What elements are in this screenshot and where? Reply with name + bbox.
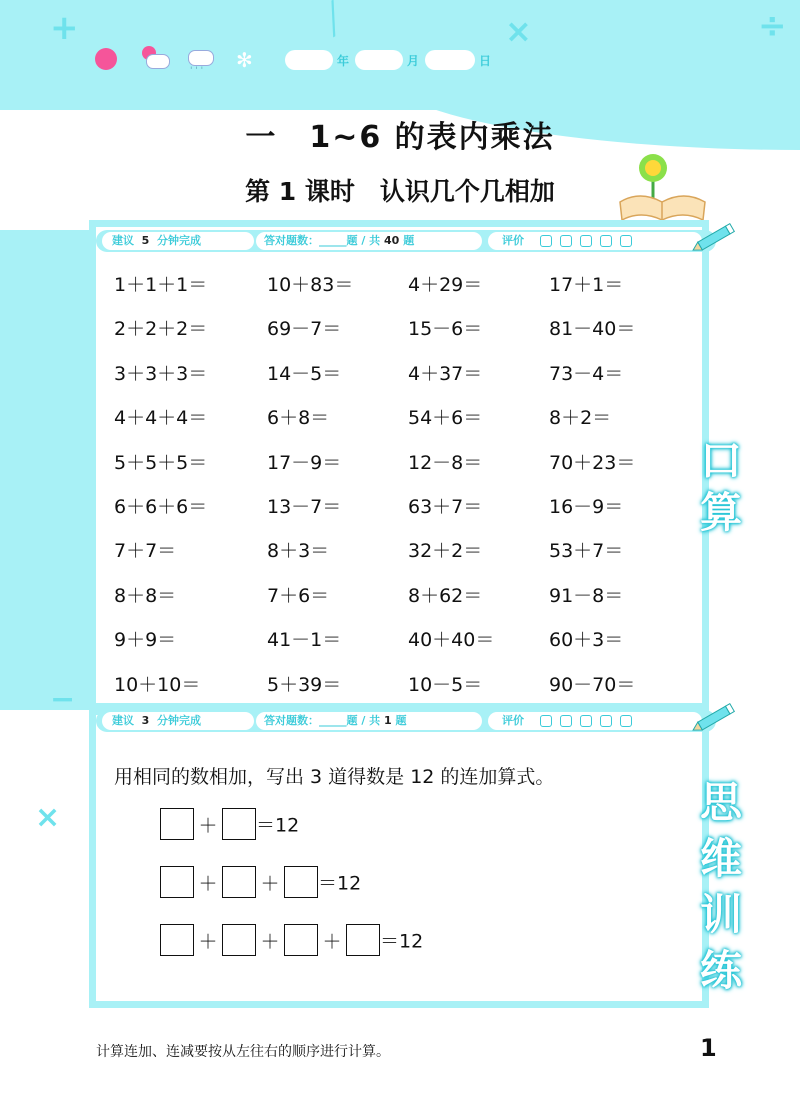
answer-row-3 — [160, 924, 423, 956]
answer-box[interactable] — [160, 808, 194, 840]
plus-sign: ＋ — [198, 872, 218, 895]
plus-sign: ＋ — [322, 930, 342, 953]
times-deco-icon-2: × — [35, 800, 61, 835]
divide-deco-icon: ÷ — [758, 6, 787, 46]
equation-item: 6＋8＝ — [267, 407, 330, 430]
equation-item: 40＋40＝ — [408, 629, 495, 652]
month-field[interactable] — [355, 50, 403, 70]
side-title-thinking-4: 练 — [700, 946, 743, 995]
footer-tip: 计算连加、连减要按从左往右的顺序进行计算。 — [96, 1044, 390, 1060]
thumb-icon[interactable] — [620, 715, 632, 727]
equation-column-3 — [408, 270, 494, 714]
open-book-flower-icon — [615, 150, 710, 225]
equation-item: 4＋37＝ — [408, 362, 483, 385]
thumb-icon[interactable] — [540, 235, 552, 247]
answer-box[interactable] — [222, 808, 256, 840]
equation-item: 2＋2＋2＝ — [114, 318, 208, 341]
answer-box[interactable] — [222, 866, 256, 898]
equation-item: 5＋5＋5＝ — [114, 451, 208, 474]
pencil-icon-2 — [690, 698, 740, 738]
equation-item: 7＋6＝ — [267, 584, 330, 607]
section2-info-bar — [96, 710, 716, 732]
equals-twelve: ＝12 — [256, 814, 300, 837]
side-title-oral-1: 口 — [700, 436, 743, 485]
thumb-icon[interactable] — [560, 235, 572, 247]
score-pill: 答对题数：_____题 / 共 40 题 — [256, 232, 482, 250]
equation-item: 69－7＝ — [267, 318, 342, 341]
pencil-icon — [690, 218, 740, 258]
equation-item: 81－40＝ — [549, 318, 636, 341]
equation-item: 60＋3＝ — [549, 629, 624, 652]
equation-item: 7＋7＝ — [114, 540, 177, 563]
sun-icon[interactable] — [95, 48, 117, 70]
answer-box[interactable] — [284, 866, 318, 898]
side-title-thinking-1: 思 — [700, 778, 743, 827]
answer-box[interactable] — [284, 924, 318, 956]
equation-item: 10＋83＝ — [267, 274, 354, 296]
answer-box[interactable] — [346, 924, 380, 956]
equation-item: 16－9＝ — [549, 495, 624, 518]
equation-item: 4＋4＋4＝ — [114, 407, 208, 430]
thumb-icon[interactable] — [540, 715, 552, 727]
partly-cloudy-rain-icon[interactable]: ' ' ' — [186, 50, 214, 76]
minus-deco-icon: ╱ — [317, 0, 349, 38]
side-title-oral-2: 算 — [700, 488, 743, 537]
equation-column-4 — [549, 270, 635, 714]
equation-item: 17＋1＝ — [549, 274, 624, 296]
equation-column-1 — [114, 270, 207, 714]
equals-twelve: ＝12 — [380, 930, 424, 953]
answer-row-2 — [160, 866, 361, 898]
thumb-icon[interactable] — [580, 715, 592, 727]
equation-item: 15－6＝ — [408, 318, 483, 341]
equation-item: 5＋39＝ — [267, 673, 342, 696]
answer-row-1 — [160, 808, 299, 840]
thumb-icon[interactable] — [600, 715, 612, 727]
equation-item: 41－1＝ — [267, 629, 342, 652]
question-prompt: 用相同的数相加，写出 3 道得数是 12 的连加算式。 — [114, 766, 555, 788]
equation-item: 10－5＝ — [408, 673, 483, 696]
side-title-thinking-3: 训 — [700, 890, 743, 939]
score-pill-2: 答对题数：_____题 / 共 1 题 — [256, 712, 482, 730]
plus-sign: ＋ — [198, 930, 218, 953]
cloud-sun-icon[interactable] — [140, 46, 168, 70]
equation-item: 14－5＝ — [267, 362, 342, 385]
minus-deco-icon-2: − — [50, 682, 76, 717]
rating-pill: 评价 — [488, 232, 702, 250]
times-deco-icon: × — [505, 12, 532, 50]
plus-sign: ＋ — [260, 872, 280, 895]
equation-item: 9＋9＝ — [114, 629, 177, 652]
answer-box[interactable] — [160, 866, 194, 898]
thumb-icon[interactable] — [580, 235, 592, 247]
equation-item: 73－4＝ — [549, 362, 624, 385]
year-field[interactable] — [285, 50, 333, 70]
equation-item: 8＋2＝ — [549, 407, 612, 430]
equals-twelve: ＝12 — [318, 872, 362, 895]
thumb-icon[interactable] — [600, 235, 612, 247]
equation-item: 3＋3＋3＝ — [114, 362, 208, 385]
equation-item: 63＋7＝ — [408, 495, 483, 518]
suggest-time-pill-2: 建议 3 分钟完成 — [102, 712, 254, 730]
day-label: 日 — [479, 54, 492, 68]
equation-item: 54＋6＝ — [408, 407, 483, 430]
equation-item: 32＋2＝ — [408, 540, 483, 563]
thumb-icon[interactable] — [620, 235, 632, 247]
equation-item: 91－8＝ — [549, 584, 624, 607]
page-number: 1 — [700, 1034, 717, 1062]
equation-item: 70＋23＝ — [549, 451, 636, 474]
equation-item: 13－7＝ — [267, 495, 342, 518]
equation-item: 10＋10＝ — [114, 673, 201, 696]
left-decor-panel — [0, 230, 90, 710]
year-label: 年 — [337, 54, 350, 68]
score-blank-2[interactable]: _____ — [319, 714, 347, 727]
equation-item: 12－8＝ — [408, 451, 483, 474]
thumb-icon[interactable] — [560, 715, 572, 727]
page-title: 一 1~6 的表内乘法 — [245, 120, 555, 155]
equation-item: 8＋8＝ — [114, 584, 177, 607]
equation-column-2 — [267, 270, 353, 714]
equation-item: 53＋7＝ — [549, 540, 624, 563]
equation-item: 8＋3＝ — [267, 540, 330, 563]
equation-item: 90－70＝ — [549, 673, 636, 696]
equation-item: 8＋62＝ — [408, 584, 483, 607]
lesson-subtitle: 第 1 课时 认识几个几相加 — [245, 177, 555, 206]
plus-deco-icon: + — [50, 8, 79, 48]
section1-info-bar — [96, 230, 716, 252]
equation-item: 4＋29＝ — [408, 274, 483, 296]
answer-box[interactable] — [160, 924, 194, 956]
side-title-thinking-2: 维 — [700, 834, 743, 883]
thinking-training-frame — [89, 708, 709, 1008]
rating-pill-2: 评价 — [488, 712, 702, 730]
plus-sign: ＋ — [260, 930, 280, 953]
answer-box[interactable] — [222, 924, 256, 956]
snow-icon[interactable]: ✻ — [236, 48, 253, 72]
month-label: 月 — [407, 54, 420, 68]
plus-sign: ＋ — [198, 814, 218, 837]
equation-item: 17－9＝ — [267, 451, 342, 474]
score-blank[interactable]: _____ — [319, 234, 347, 247]
equation-item: 1＋1＋1＝ — [114, 274, 208, 296]
day-field[interactable] — [425, 50, 475, 70]
equation-item: 6＋6＋6＝ — [114, 495, 208, 518]
suggest-time-pill: 建议 5 分钟完成 — [102, 232, 254, 250]
